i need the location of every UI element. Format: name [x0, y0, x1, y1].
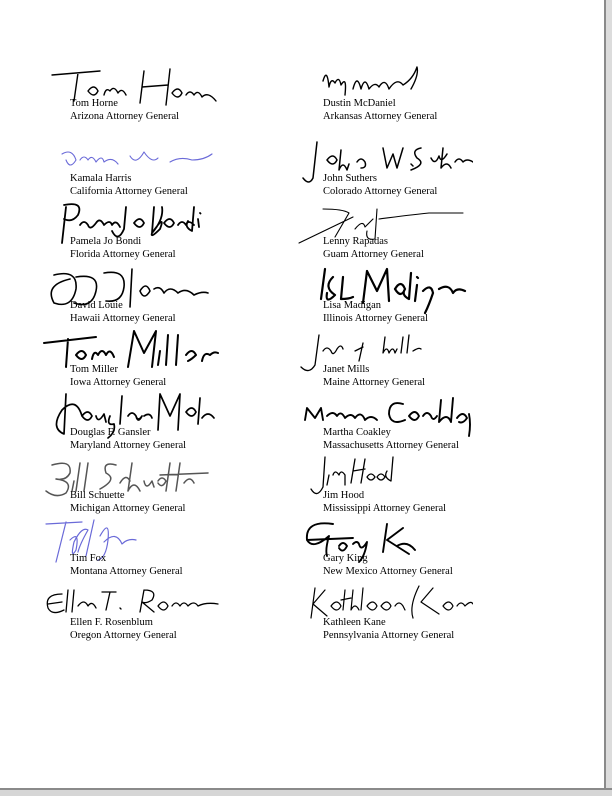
signatory-name: Janet Mills: [323, 364, 370, 375]
signatory-title: Pennsylvania Attorney General: [323, 630, 455, 641]
signature-block-douglas-gansler: [70, 426, 186, 452]
signatory-name: Martha Coakley: [323, 427, 391, 438]
signatory-title: Illinois Attorney General: [323, 313, 428, 324]
signatory-name: Kathleen Kane: [323, 617, 386, 628]
signatory-name: Tim Fox: [70, 553, 107, 564]
signatory-name: David Louie: [70, 300, 123, 311]
signatory-title: Arizona Attorney General: [70, 111, 180, 122]
signature-block-pamela-jo-bondi: [70, 235, 176, 261]
signatory-name: Lisa Madigan: [323, 300, 382, 311]
signature-block-bill-schuette: [70, 489, 185, 515]
signatory-name: Jim Hood: [323, 490, 365, 501]
signature-block-lenny-rapadas: [323, 235, 424, 261]
signatory-name: John Suthers: [323, 173, 377, 184]
page-bottom-edge: [0, 788, 612, 796]
signatory-name: Tom Horne: [70, 98, 118, 109]
signature-block-tom-horne: [70, 97, 179, 123]
signature-block-tom-miller: [70, 363, 166, 389]
signature-block-gary-king: [323, 552, 453, 578]
signatory-name: Gary King: [323, 553, 368, 564]
signatory-name: Ellen F. Rosenblum: [70, 617, 153, 628]
signatory-name: Kamala Harris: [70, 173, 132, 184]
signature-block-john-suthers: [323, 172, 437, 198]
signature-block-kamala-harris: [70, 172, 188, 198]
signatory-title: Mississippi Attorney General: [323, 503, 447, 514]
signature-block-tim-fox: [70, 552, 183, 578]
signature-block-david-louie: [70, 299, 176, 325]
signature-block-dustin-mcdaniel: [323, 97, 437, 123]
signatory-title: Guam Attorney General: [323, 249, 424, 260]
signatory-title: California Attorney General: [70, 186, 188, 197]
signatory-title: Iowa Attorney General: [70, 377, 167, 388]
signature-block-jim-hood: [323, 489, 446, 515]
signatory-title: Florida Attorney General: [70, 249, 176, 260]
signatory-name: Dustin McDaniel: [323, 98, 396, 109]
page-scroll-edge: [604, 0, 612, 796]
signature-block-lisa-madigan: [323, 299, 428, 325]
signatory-title: Oregon Attorney General: [70, 630, 177, 641]
signatory-title: Montana Attorney General: [70, 566, 183, 577]
signature-block-janet-mills: [323, 363, 425, 389]
signatory-title: Colorado Attorney General: [323, 186, 438, 197]
signatory-title: New Mexico Attorney General: [323, 566, 453, 577]
signature-block-ellen-rosenblum: [70, 616, 177, 642]
signatory-name: Tom Miller: [70, 364, 118, 375]
signature-block-kathleen-kane: [323, 616, 454, 642]
signatory-name: Bill Schuette: [70, 490, 125, 501]
signatory-title: Massachusetts Attorney General: [323, 440, 459, 451]
signatory-title: Michigan Attorney General: [70, 503, 186, 514]
signature-block-martha-coakley: [323, 426, 459, 452]
signatory-title: Hawaii Attorney General: [70, 313, 176, 324]
signatory-name: Douglas F. Gansler: [70, 427, 151, 438]
signatory-title: Arkansas Attorney General: [323, 111, 438, 122]
signatory-title: Maryland Attorney General: [70, 440, 187, 451]
signatory-title: Maine Attorney General: [323, 377, 426, 388]
signatory-name: Lenny Rapadas: [323, 236, 389, 247]
signatory-name: Pamela Jo Bondi: [70, 236, 142, 247]
